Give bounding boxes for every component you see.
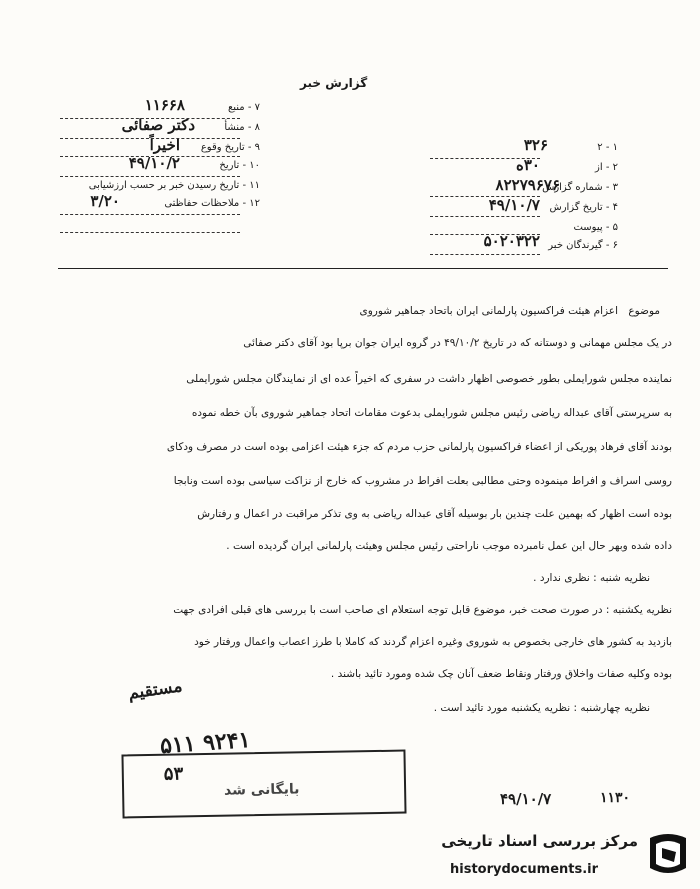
archive-stamp (121, 750, 406, 819)
field-value-10: ۴۹/۱۰/۲ (128, 154, 180, 172)
field-label-1: ۱ - ۲ (597, 142, 618, 153)
header-divider (58, 268, 668, 269)
site-logo-icon (644, 828, 692, 880)
body-line: بوده است اظهار که بهمین علت چندین بار بوسیله آقای عبداله ریاضی به وی تذکر مراقبت در اعمال و رفتارش (197, 508, 672, 520)
subject-label: موضوع (628, 305, 660, 317)
form-line (60, 176, 240, 177)
form-line (430, 158, 540, 159)
body-line: روسی اسراف و افراط مینموده وحتی مطالبی بعلت افراط در مشروب که خارج از نزاکت سیاسی بوده است ونابجا (173, 475, 672, 487)
field-value-1: ۳۲۶ (523, 136, 548, 154)
form-line (60, 156, 240, 157)
site-watermark (430, 820, 700, 889)
field-value-12: ۳/۲۰ (90, 192, 120, 210)
note-line: بوده وکلیه صفات واخلاق ورفتار ونقاط ضعف آنان چک شده ومورد تائید باشند . (330, 668, 672, 680)
field-value-3: ۸۲۲۷۹۶۷۶ (495, 176, 560, 194)
body-line: نماینده مجلس شورایملی بطور خصوصی اظهار داشت در سفری که اخیراً عده ای از نمایندگان مجلس شورایملی (186, 373, 672, 385)
form-line (430, 216, 540, 217)
note-saturday: نظریه شنبه : نظری ندارد . (533, 572, 650, 584)
field-label-8: ۸ - منشأ (224, 122, 260, 133)
watermark-url: historydocuments.ir (450, 862, 599, 877)
field-label-10: ۱۰ - تاریخ (219, 160, 260, 171)
field-label-11: ۱۱ - تاریخ رسیدن خبر بر حسب ارزشیابی (88, 180, 260, 191)
handwritten-number: ۹۲۴۱ ۵۱۱ (159, 726, 252, 760)
field-value-8: دکتر صفائی (121, 116, 195, 134)
body-line: به سرپرستی آقای عبداله ریاضی رئیس مجلس شورایملی بدعوت مقامات اتحاد جماهیر شوروی بآن خطه نموده (191, 407, 672, 419)
form-line (430, 196, 540, 197)
field-label-12: ۱۲ - ملاحظات حفاظتی (164, 198, 260, 209)
field-value-7: ۱۱۶۶۸ (144, 96, 185, 114)
form-line (430, 254, 540, 255)
body-line: داده شده وبهر حال این عمل نامبرده موجب ناراحتی رئیس مجلس وهیئت پارلمانی ایران گردیده است . (226, 540, 672, 552)
field-value-2: ۳۰ه (516, 156, 540, 174)
field-value-4: ۴۹/۱۰/۷ (488, 196, 540, 214)
handwritten-signature: مستقیم (126, 676, 184, 704)
field-label-7: ۷ - منبع (227, 102, 260, 113)
form-line (60, 214, 240, 215)
handwritten-date: ۴۹/۱۰/۷ (500, 790, 552, 808)
form-line (60, 138, 240, 139)
handwritten-code: ۱۱۳۰ (600, 790, 631, 806)
note-line: بازدید به کشور های خارجی بخصوص به شوروی وغیره اعزام گردند که کاملا با طرز اعصاب واعمال ورفتار خود (194, 636, 672, 648)
subject-text: اعزام هیئت فراکسیون پارلمانی ایران باتحاد جماهیر شوروی (359, 305, 618, 317)
form-line (430, 234, 540, 235)
field-value-9: اخیراً (149, 136, 180, 154)
stamp-line-2: بایگانی شد (223, 781, 300, 799)
field-label-6: ۶ - گیرندگان خبر (548, 240, 618, 251)
field-label-4: ۴ - تاریخ گزارش (549, 202, 618, 213)
form-line (60, 118, 240, 119)
stamp-line-1: ۵۳ (163, 763, 184, 785)
note-wednesday: نظریه چهارشنبه : نظریه یکشنبه مورد تائید است . (433, 702, 650, 714)
field-label-5: ۵ - پیوست (573, 222, 618, 233)
field-value-6: ۵۰۲۰۳۲۲ (483, 232, 540, 250)
body-line: در یک مجلس مهمانی و دوستانه که در تاریخ ۴۹/۱۰/۲ در گروه ایران جوان برپا بود آقای دکتر صفائی (243, 337, 672, 349)
field-label-3: ۳ - شماره گزارش (542, 182, 618, 193)
note-line: نظریه یکشنبه : در صورت صحت خبر، موضوع قابل توجه استعلام ای صاحب است با بررسی های قبلی افرادی جهت (173, 604, 672, 616)
field-label-2: ۲ - از (595, 162, 618, 173)
form-line (60, 232, 240, 233)
report-title: گزارش خبر (300, 76, 368, 90)
body-line: بودند آقای فرهاد پوریکی از اعضاء فراکسیون پارلمانی حزب مردم که جزء هیئت اعزامی بوده است در مصرف ودکای (166, 441, 672, 453)
watermark-name: مرکز بررسی اسناد تاریخی (441, 832, 638, 850)
field-label-9: ۹ - تاریخ وقوع (200, 142, 260, 153)
